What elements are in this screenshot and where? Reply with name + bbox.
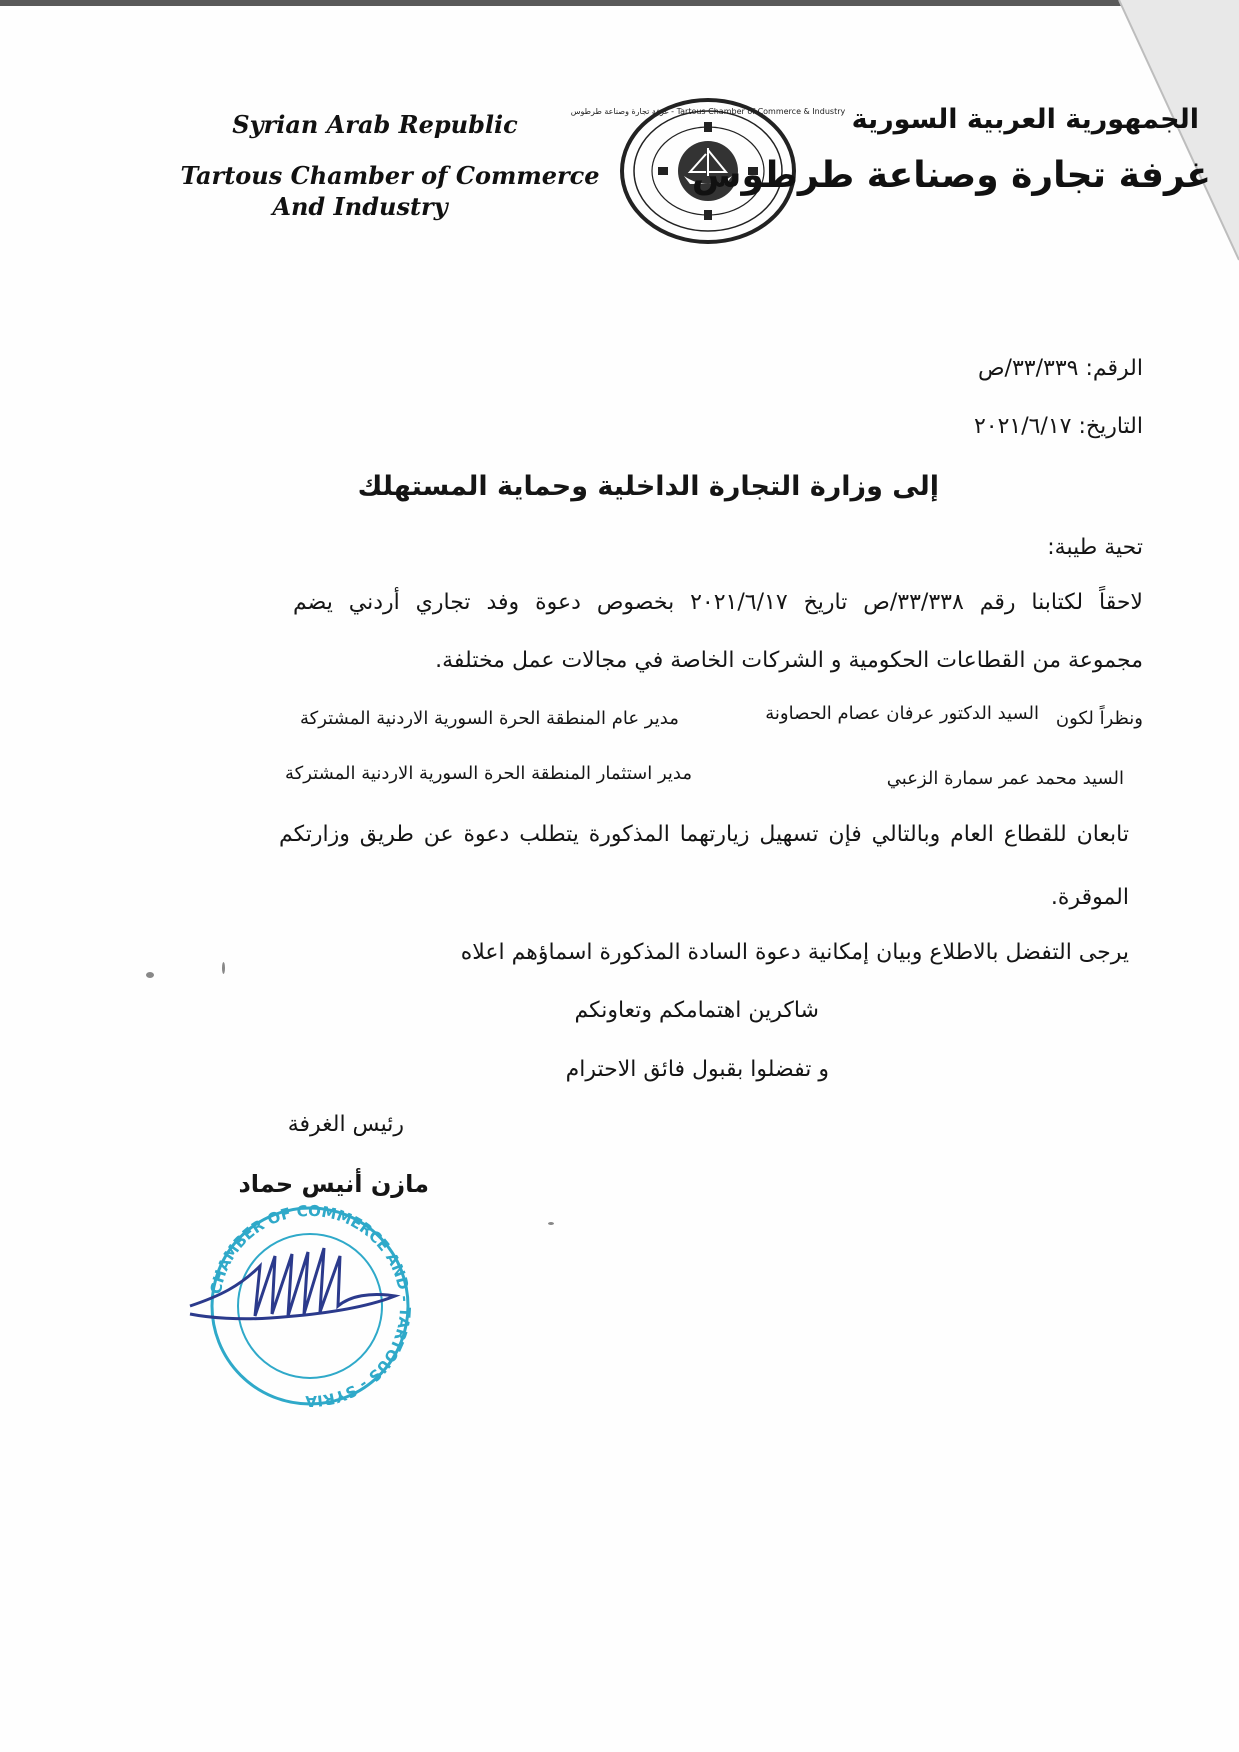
header-industry-en: And Industry [272, 192, 448, 221]
scan-speck [222, 962, 225, 974]
paragraph-4: يرجى التفضل بالاطلاع وبيان إمكانية دعوة السادة المذكورة اسماؤهم اعلاه [460, 940, 1129, 965]
thanks-line: شاكرين اهتمامكم وتعاونكم [574, 998, 819, 1023]
closing-line: و تفضلوا بقبول فائق الاحترام [565, 1057, 829, 1082]
paragraph-3-end: الموقرة. [1050, 885, 1129, 910]
reference-number: الرقم: ٣٣/٣٣٩/ص [977, 356, 1143, 381]
logo-arabic-text: غرفة تجارة وصناعة طرطوس - Tartous Chamber of Commerce & Industry [570, 107, 846, 116]
person2-name: السيد محمد عمر سمارة الزعبي [886, 768, 1124, 789]
greeting: تحية طيبة: [1047, 535, 1143, 560]
person2-title: مدير استثمار المنطقة الحرة السورية الاردنية المشتركة [285, 763, 692, 784]
signatory-name: مازن أنيس حماد [238, 1170, 429, 1198]
addressee: إلى وزارة التجارة الداخلية وحماية المستهلك [357, 471, 939, 502]
scan-speck [548, 1222, 554, 1225]
paragraph-2: مجموعة من القطاعات الحكومية و الشركات الخاصة في مجالات عمل مختلفة. [435, 648, 1143, 673]
letter-date: التاريخ: ٢٠٢١/٦/١٧ [973, 414, 1143, 439]
paragraph-3: تابعان للقطاع العام وبالتالي فإن تسهيل زيارتهما المذكورة يتطلب دعوة عن طريق وزارتكم [279, 822, 1129, 847]
person1-prefix: ونظراً لكون [1055, 708, 1143, 729]
stamp-text: CHAMBER OF COMMERCE AND - TARTOUS - SYRIA [206, 1201, 415, 1411]
header-country-ar: الجمهورية العربية السورية [851, 104, 1199, 135]
header-english [180, 110, 600, 221]
header-chamber-ar: غرفة تجارة وصناعة طرطوس [691, 155, 1211, 196]
signatory-title: رئيس الغرفة [287, 1112, 404, 1137]
person1-title: مدير عام المنطقة الحرة السورية الاردنية المشتركة [300, 708, 679, 729]
person1-name: السيد الدكتور عرفان عصام الحصاونة [765, 703, 1039, 724]
official-stamp [180, 1196, 440, 1416]
header-chamber-en: Tartous Chamber of Commerce [180, 161, 600, 190]
header-country-en: Syrian Arab Republic [232, 110, 518, 139]
scan-top-edge [0, 0, 1239, 6]
scan-speck [146, 972, 154, 978]
paragraph-1: لاحقاً لكتابنا رقم ٣٣/٣٣٨/ص تاريخ ٢٠٢١/٦/١٧ بخصوص دعوة وفد تجاري أردني يضم [293, 590, 1143, 615]
